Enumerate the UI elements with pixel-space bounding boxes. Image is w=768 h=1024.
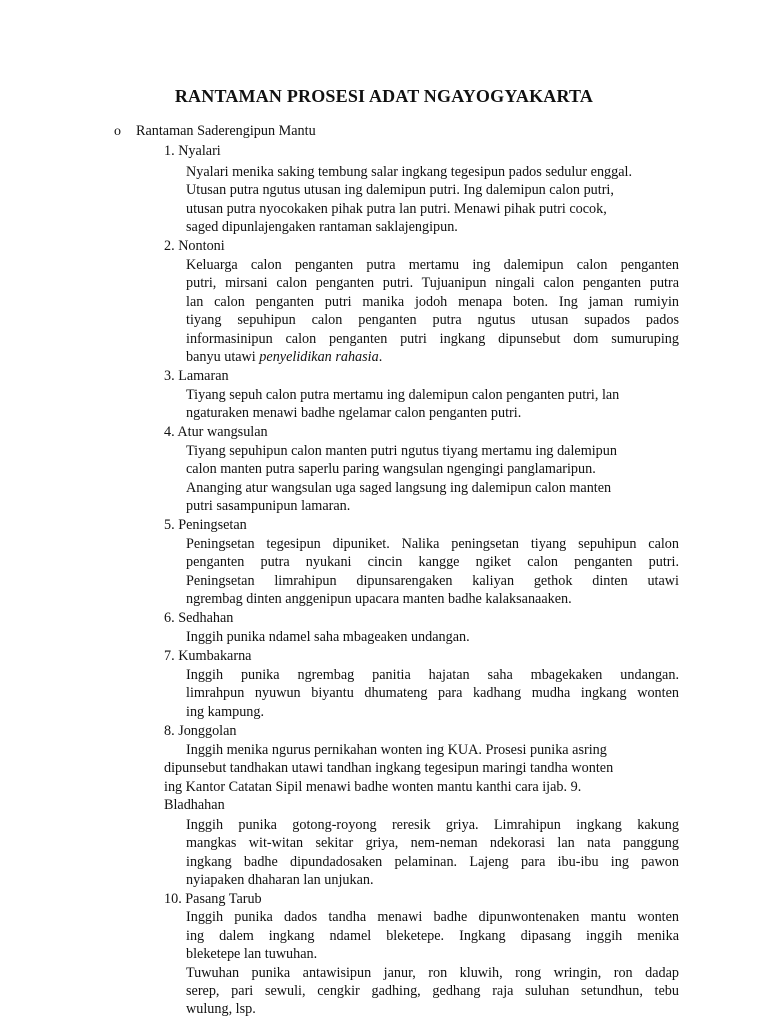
item-line: mangkas wit-witan sekitar griya, nem-neman ndekorasi lan nata panggung — [186, 835, 679, 851]
item-line: utusan putra nyocokaken pihak putra lan putri. Menawi pihak putri cocok, — [186, 201, 607, 217]
item-line: wulung, lsp. — [186, 1001, 256, 1017]
item-line: Inggih punika ndamel saha mbageaken undangan. — [186, 629, 470, 645]
item-line: lan calon penganten putri manika jodoh menapa boten. Ing jaman rumiyin — [186, 294, 679, 310]
item-line: Nyalari menika saking tembung salar ingkang tegesipun pados sedulur enggal. — [186, 164, 633, 180]
item-heading: 2. Nontoni — [164, 238, 225, 254]
item-heading: 4. Atur wangsulan — [164, 424, 268, 440]
page-title: RANTAMAN PROSESI ADAT NGAYOGYAKARTA — [174, 86, 594, 106]
item-heading: 1. Nyalari — [164, 143, 221, 159]
item-line: Tuwuhan punika antawisipun janur, ron kluwih, rong wringin, ron dadap — [186, 965, 679, 981]
item-line: nyiapaken dhaharan lan unjukan. — [186, 872, 374, 888]
item-line: Inggih menika ngurus pernikahan wonten ing KUA. Prosesi punika asring — [186, 742, 607, 758]
item-line: Bladhahan — [164, 797, 225, 813]
item-line: tiyang sepuhipun calon penganten putra ngutus utusan supados pados — [186, 312, 679, 328]
item-heading: 6. Sedhahan — [164, 610, 234, 626]
item-line: calon manten putra saperlu paring wangsulan ngengingi panglamaripun. — [186, 461, 596, 477]
section-bullet: o — [114, 124, 121, 139]
item-line: banyu utawi penyelidikan rahasia. — [186, 349, 383, 365]
item-line: Peningsetan tegesipun dipuniket. Nalika peningsetan tiyang sepuhipun calon — [186, 536, 679, 552]
item-heading: 10. Pasang Tarub — [164, 891, 262, 907]
item-line: ngaturaken menawi badhe ngelamar calon penganten putri. — [186, 405, 522, 421]
item-line: Inggih punika dados tandha menawi badhe dipunwontenaken mantu wonten — [186, 909, 679, 925]
item-line: saged dipunlajengaken rantaman saklajengipun. — [186, 219, 458, 235]
item-heading: 7. Kumbakarna — [164, 648, 252, 664]
item-line: dipunsebut tandhakan utawi tandhan ingkang tegesipun maringi tandha wonten — [164, 760, 614, 776]
item-line: Peningsetan limrahipun dipunsarengaken kaliyan gethok dinten utawi — [186, 573, 679, 589]
item-line: putri sasampunipun lamaran. — [186, 498, 351, 514]
item-line: ing Kantor Catatan Sipil menawi badhe wonten mantu kanthi cara ijab. 9. — [164, 779, 582, 795]
item-line: ingkang badhe dipundadosaken pelaminan. Lajeng para ibu-ibu ing pawon — [186, 854, 679, 870]
item-line: ngrembag dinten anggenipun upacara manten badhe kalaksanaaken. — [186, 591, 572, 607]
item-line: Ananging atur wangsulan uga saged langsung ing dalemipun calon manten — [186, 480, 612, 496]
item-line: bleketepe lan tuwuhan. — [186, 946, 318, 962]
item-line: ing kampung. — [186, 704, 265, 720]
item-line: Inggih punika ngrembag panitia hajatan saha mbagekaken undangan. — [186, 667, 679, 683]
section-heading: Rantaman Saderengipun Mantu — [136, 123, 316, 139]
item-line: informasinipun calon penganten putri ingkang dipunsebut dom sumuruping — [186, 331, 679, 347]
item-line: limrahpun nyuwun biyantu dhumateng para kadhang mudha ingkang wonten — [186, 685, 679, 701]
item-line: Utusan putra ngutus utusan ing dalemipun putri. Ing dalemipun calon putri, — [186, 182, 614, 198]
item-heading: 5. Peningsetan — [164, 517, 247, 533]
item-line: penganten putra nyukani cincin kangge ngiket calon penganten putri. — [186, 554, 679, 570]
item-line: serep, pari sewuli, cengkir gadhing, gedhang raja suluhan setundhun, tebu — [186, 983, 679, 999]
item-line: Keluarga calon penganten putra mertamu ing dalemipun calon penganten — [186, 257, 679, 273]
item-line: Tiyang sepuh calon putra mertamu ing dalemipun calon penganten putri, lan — [186, 387, 620, 403]
item-line: Inggih punika gotong-royong reresik griya. Limrahipun ingkang kakung — [186, 817, 679, 833]
item-line: putri, mirsani calon penganten putri. Tujuanipun ningali calon penganten putra — [186, 275, 679, 291]
item-heading: 3. Lamaran — [164, 368, 229, 384]
item-heading: 8. Jonggolan — [164, 723, 237, 739]
italic-phrase: penyelidikan rahasia — [259, 349, 379, 365]
item-line: Tiyang sepuhipun calon manten putri ngutus tiyang mertamu ing dalemipun — [186, 443, 617, 459]
item-line: ing dalem ingkang ndamel bleketepe. Ingkang dipasang inggih menika — [186, 928, 679, 944]
